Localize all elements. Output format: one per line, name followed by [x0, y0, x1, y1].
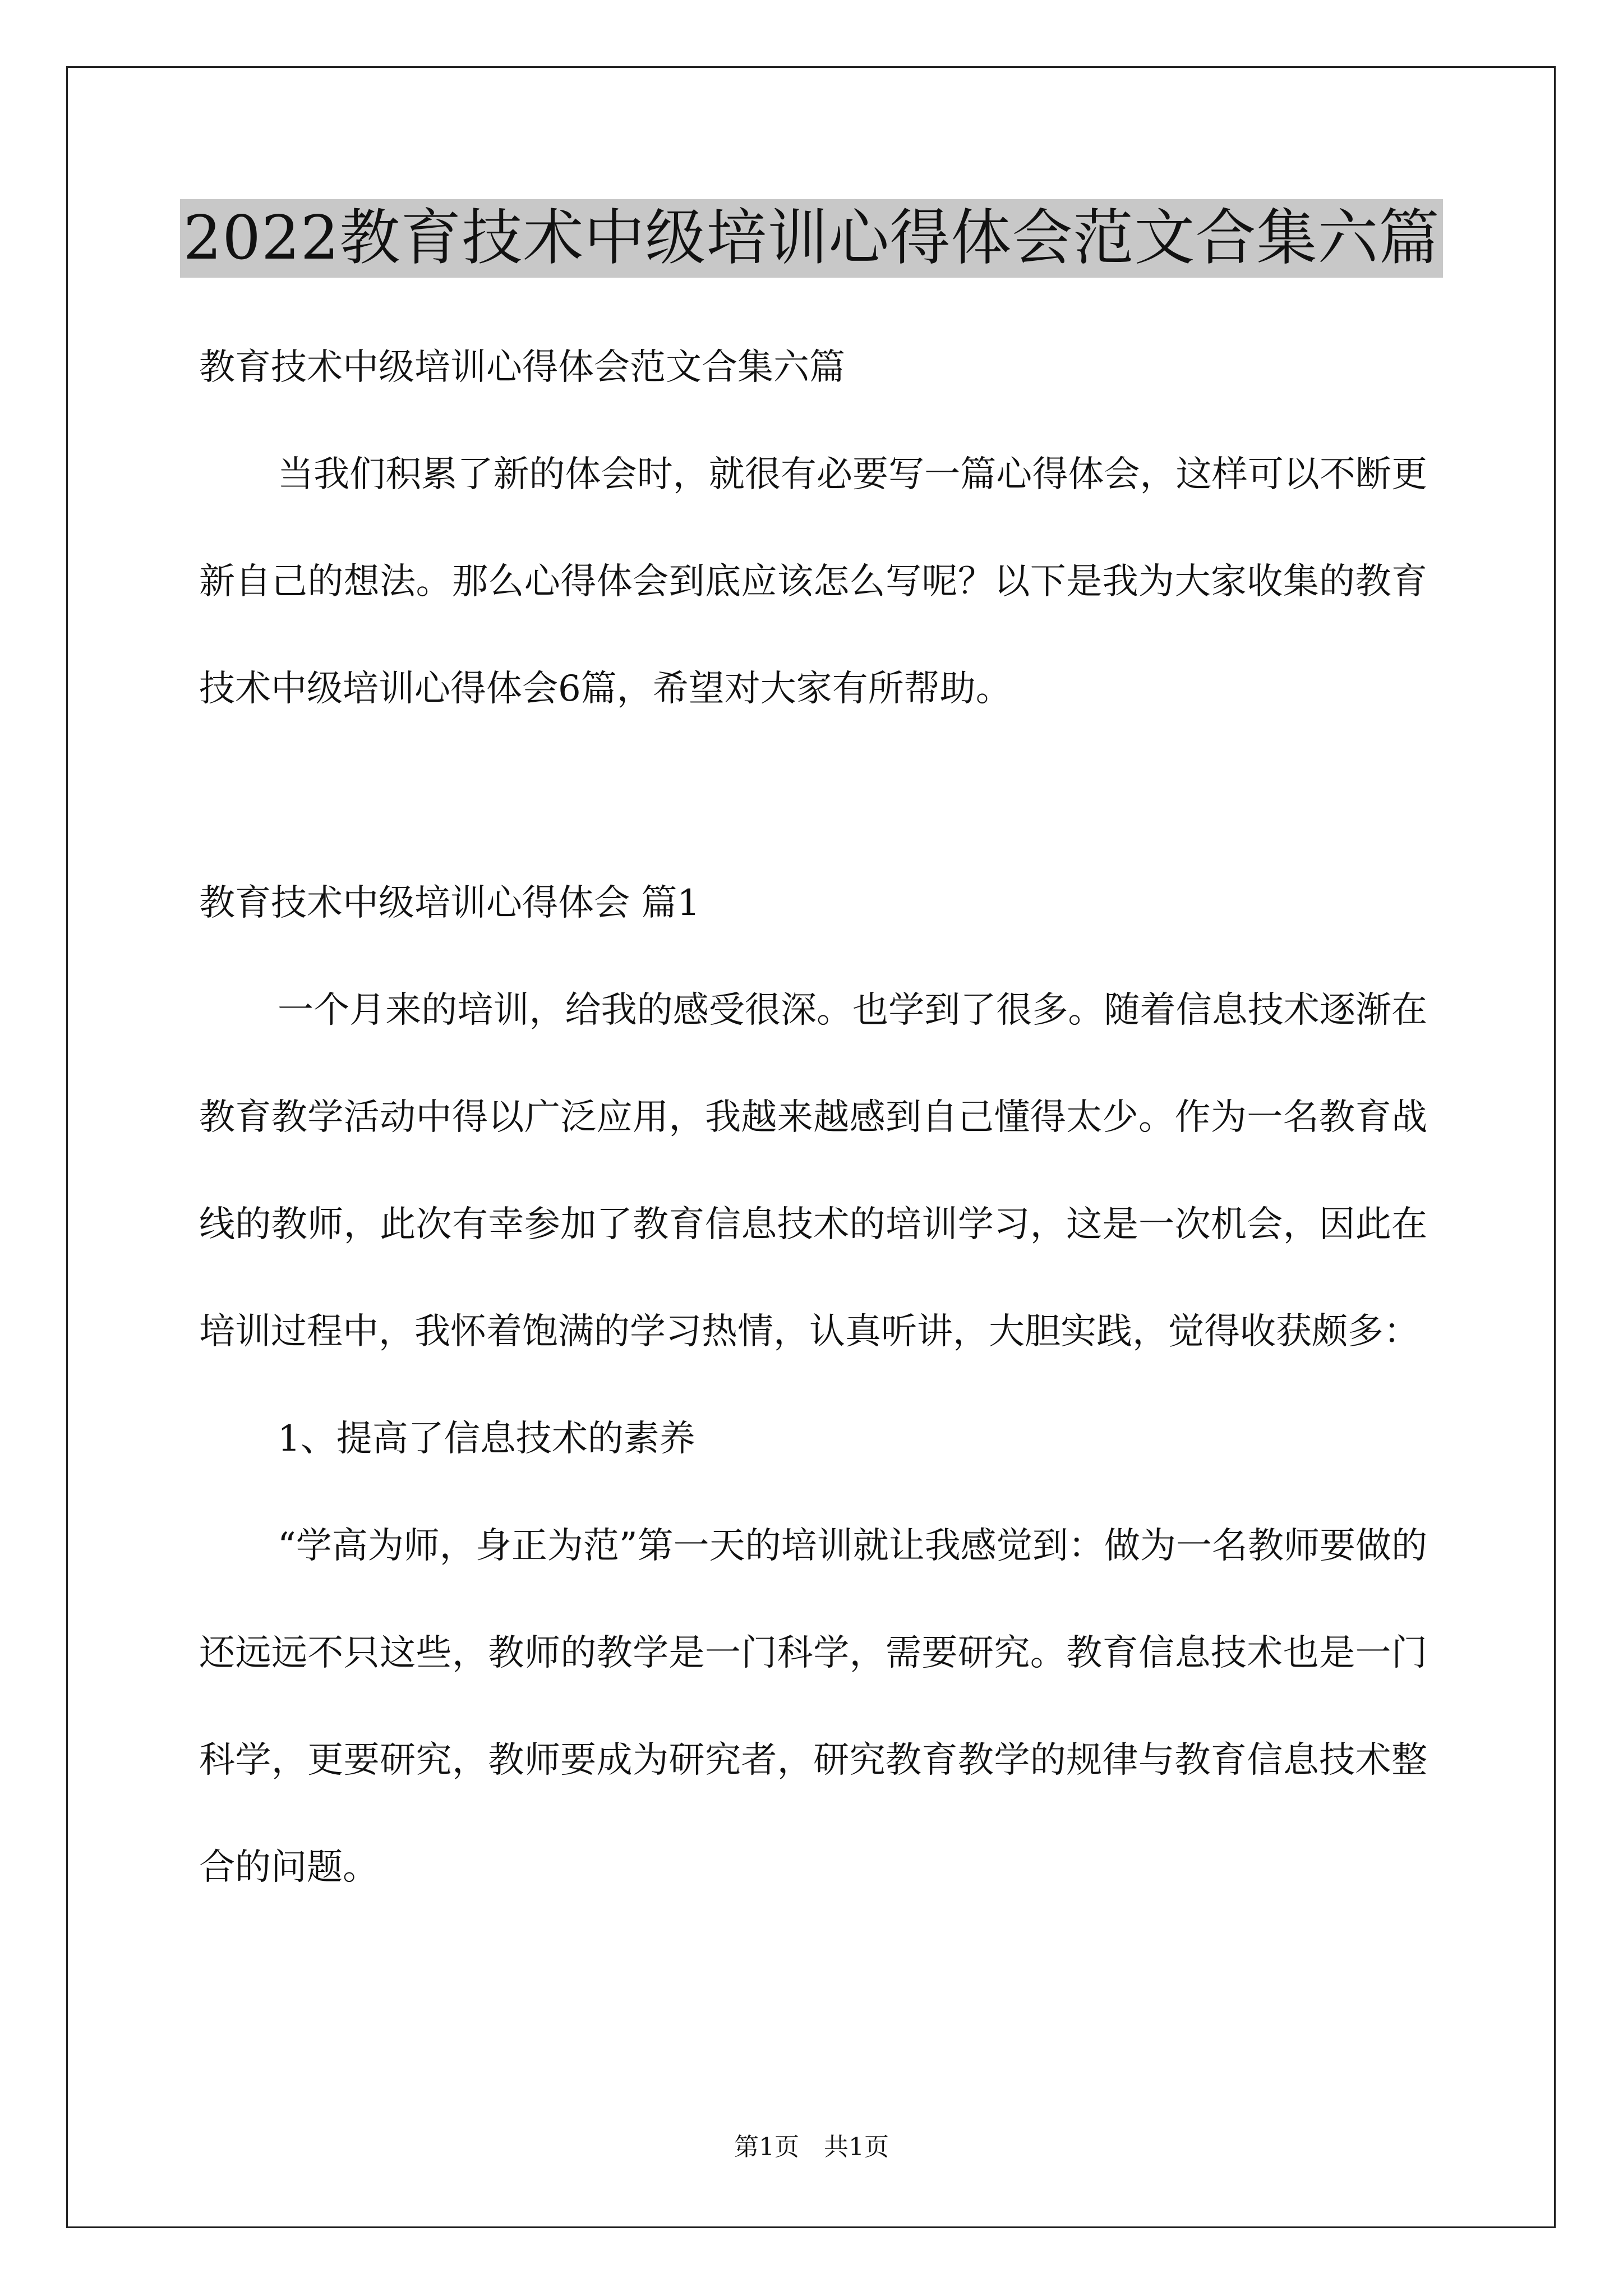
document-title: 2022教育技术中级培训心得体会范文合集六篇: [180, 199, 1444, 278]
body-paragraph: 一个月来的培训，给我的感受很深。也学到了很多。随着信息技术逐渐在教育教学活动中得以广泛应用，我越来越感到自己懂得太少。作为一名教育战线的教师，此次有幸参加了教育信息技术的培训学习，这是一次机会，因此在培训过程中，我怀着饱满的学习热情，认真听讲，大胆实践，觉得收获颇多：: [199, 990, 1427, 1352]
point-heading: 1、提高了信息技术的素养: [278, 1418, 695, 1460]
page-number: 第1页 共1页: [734, 2133, 889, 2161]
section-heading: 教育技术中级培训心得体会 篇1: [199, 882, 700, 924]
paragraph-spacer: [199, 743, 1427, 850]
body-paragraph: “学高为师，身正为范”第一天的培训就让我感觉到：做为一名教师要做的还远远不只这些，教师的教学是一门科学，需要研究。教育信息技术也是一门科学，更要研究，教师要成为研究者，研究教育教学的规律与教育信息技术整合的问题。: [199, 1525, 1427, 1888]
document-body: [199, 314, 1427, 1921]
intro-paragraph: 当我们积累了新的体会时，就很有必要写一篇心得体会，这样可以不断更新自己的想法。那么心得体会到底应该怎么写呢？以下是我为大家收集的教育技术中级培训心得体会6篇，希望对大家有所帮助。: [199, 454, 1427, 710]
document-subtitle: 教育技术中级培训心得体会范文合集六篇: [199, 347, 845, 388]
title-container: [0, 199, 1623, 278]
